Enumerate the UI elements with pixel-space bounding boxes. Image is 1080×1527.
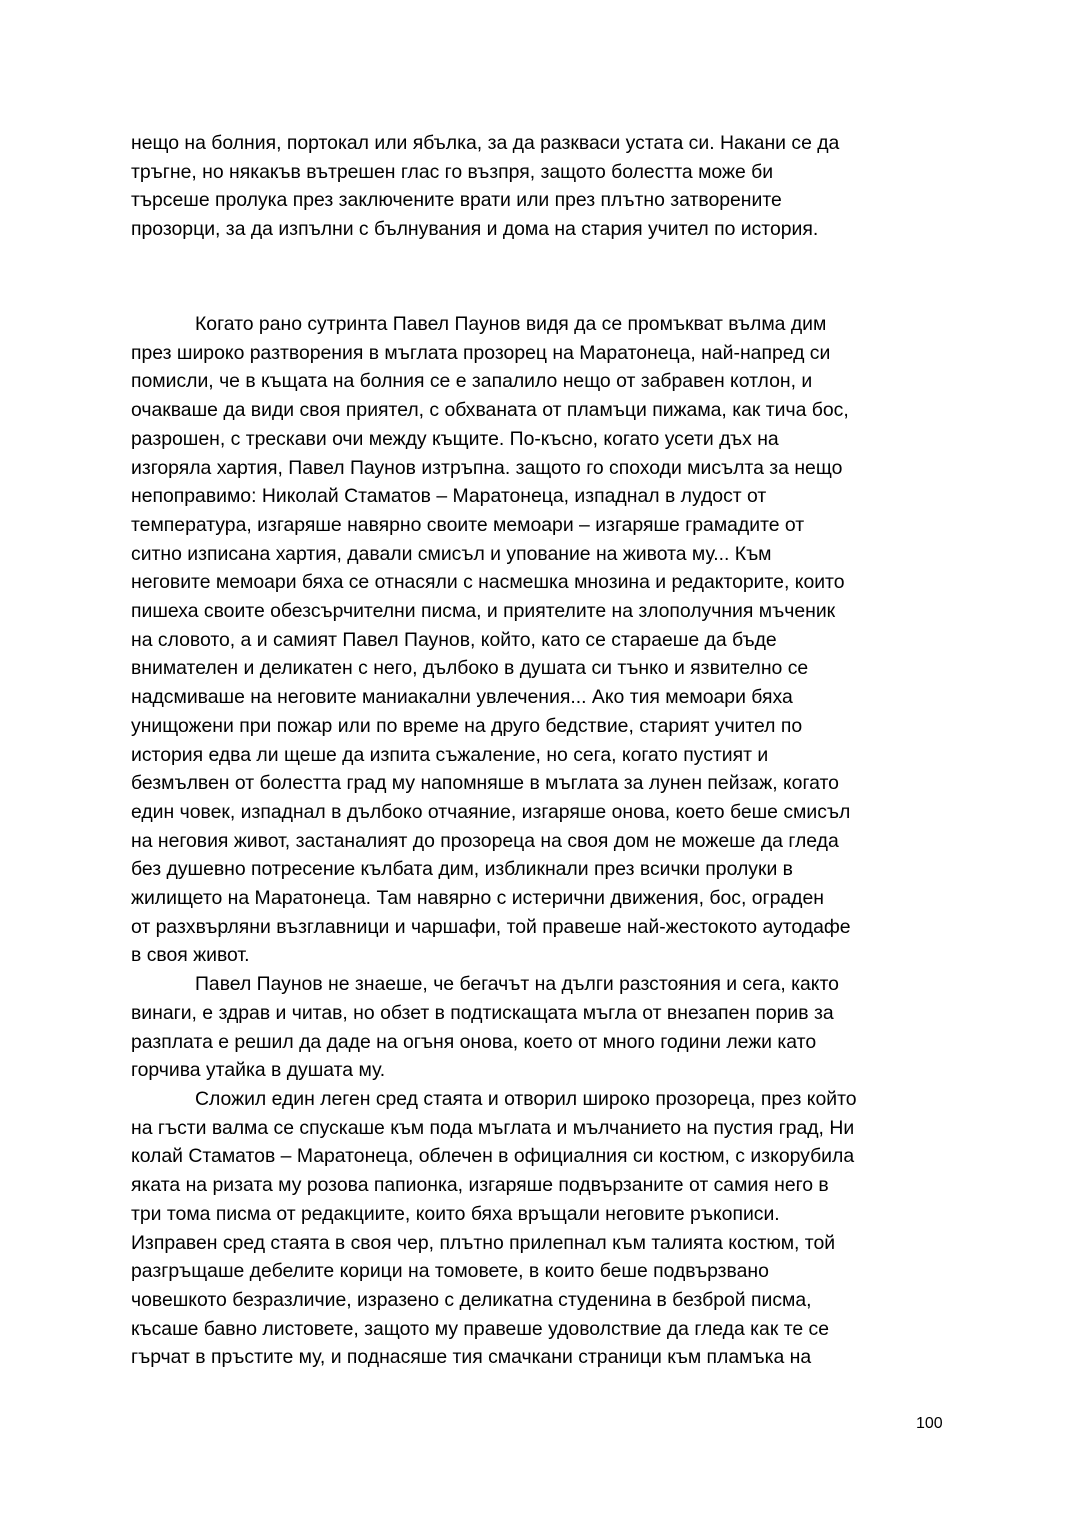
text-line: един човек, изпаднал в дълбоко отчаяние, изгаряше онова, което беше смисъл xyxy=(131,800,851,823)
text-line: непоправимо: Николай Стаматов – Маратонеца, изпаднал в лудост от xyxy=(131,485,767,508)
paragraph-2 xyxy=(131,310,961,1372)
text-line: история едва ли щеше да изпита съжаление, но сега, когато пустият и xyxy=(131,743,769,766)
text-line: на гъсти валма се спускаше към пода мъглата и мълчанието на пустия град, Ни xyxy=(131,1116,855,1139)
text-line: Павел Паунов не знаеше, че бегачът на дълги разстояния и сега, както xyxy=(195,973,839,996)
text-line: жилището на Маратонеца. Там навярно с истерични движения, бос, ограден xyxy=(131,887,824,910)
text-line: Сложил един леген сред стаята и отворил широко прозореца, през който xyxy=(195,1087,857,1110)
text-line: неговите мемоари бяха се отнасяли с насмешка мнозина и редакторите, които xyxy=(131,571,845,594)
text-line: Когато рано сутринта Павел Паунов видя да се промъкват вълма дим xyxy=(195,313,827,335)
text-line: пишеха своите обезсърчителни писма, и приятелите на злополучния мъченик xyxy=(131,600,836,623)
text-line: помисли, че в къщата на болния се е запалило нещо от забравен котлон, и xyxy=(131,370,813,393)
text-line: Изправен сред стаята в своя чер, плътно прилепнал към талията костюм, той xyxy=(131,1231,836,1254)
text-line: горчива утайка в душата му. xyxy=(131,1059,386,1082)
text-line: колай Стаматов – Маратонеца, облечен в официалния си костюм, с изкорубила xyxy=(131,1145,855,1168)
text-line: прозорци, за да изпълни с бълнувания и дома на стария учител по история. xyxy=(131,218,819,241)
paragraph-1 xyxy=(131,129,961,244)
text-line: три тома писма от редакциите, които бяха връщали неговите ръкописи. xyxy=(131,1202,780,1225)
text-line: ситно изписана хартия, давали смисъл и упование на живота му... Към xyxy=(131,542,772,565)
text-line: винаги, е здрав и читав, но обзет в подтискащата мъгла от внезапен порив за xyxy=(131,1001,834,1024)
text-line: яката на ризата му розова папионка, изгаряше подвързаните от самия него в xyxy=(131,1174,829,1197)
text-line: изгоряла хартия, Павел Паунов изтръпна. защото го споходи мисълта за нещо xyxy=(131,456,843,479)
text-line: разгръщаше дебелите корици на томовете, в които беше подвързвано xyxy=(131,1260,769,1283)
text-line: на словото, а и самият Павел Паунов, който, като се стараеше да бъде xyxy=(131,628,777,651)
text-line: от разхвърляни възглавници и чаршафи, той правеше най-жестокото аутодафе xyxy=(131,915,851,938)
text-line: през широко разтворения в мъглата прозорец на Маратонеца, най-напред си xyxy=(131,341,831,364)
text-line: на неговия живот, застаналият до прозореца на своя дом не можеше да гледа xyxy=(131,829,839,852)
text-line: надсмиваше на неговите маниакални увлечения... Ако тия мемоари бяха xyxy=(131,686,793,709)
text-line: разплата е решил да даде на огъня онова, което от много години лежи като xyxy=(131,1030,817,1053)
text-line: гърчат в пръстите му, и поднасяше тия смачкани страници към пламъка на xyxy=(131,1346,812,1369)
text-line: нещо на болния, портокал или ябълка, за да разкваси устата си. Накани се да xyxy=(131,132,840,154)
text-line: унищожени при пожар или по време на друго бедствие, старият учител по xyxy=(131,714,803,737)
text-line: без душевно потресение кълбата дим, избликнали през всички пролуки в xyxy=(131,858,793,881)
page-number: 100 xyxy=(916,1415,943,1432)
text-line: очакваше да види своя приятел, с обхваната от пламъци пижама, как тича бос, xyxy=(131,399,849,422)
text-line: безмълвен от болестта град му напомняше в мъглата за лунен пейзаж, когато xyxy=(131,772,839,795)
text-line: късаше бавно листовете, защото му правеше удоволствие да гледа как те се xyxy=(131,1317,830,1340)
text-line: тръгне, но някакъв вътрешен глас го възпря, защото болестта може би xyxy=(131,160,774,183)
text-line: търсеше пролука през заключените врати или през плътно затворените xyxy=(131,189,782,212)
text-line: човешкото безразличие, изразено с деликатна студенина в безброй писма, xyxy=(131,1288,812,1311)
text-line: разрошен, с трескави очи между къщите. По-късно, когато усети дъх на xyxy=(131,427,779,450)
text-line: внимателен и деликатен с него, дълбоко в душата си тънко и язвително се xyxy=(131,657,809,680)
text-line: температура, изгаряше навярно своите мемоари – изгаряше грамадите от xyxy=(131,513,805,536)
text-line: в своя живот. xyxy=(131,944,250,967)
